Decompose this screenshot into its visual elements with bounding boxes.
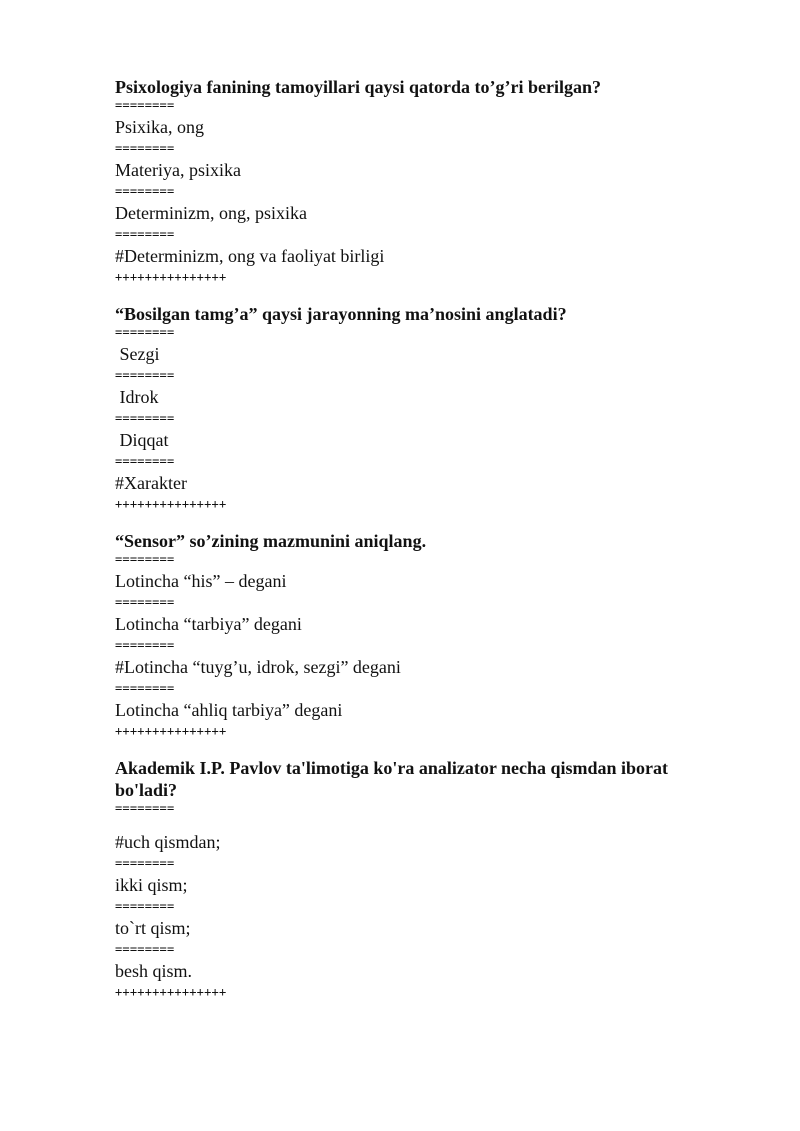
answer-option: Lotincha “his” – degani bbox=[115, 571, 287, 591]
answer-option: Psixika, ong bbox=[115, 117, 205, 137]
separator: ======== bbox=[115, 325, 175, 339]
question-block bbox=[115, 757, 715, 1000]
question-title: Akademik I.P. Pavlov ta'limotiga ko'ra analizator necha qismdan iborat bo'ladi? bbox=[115, 758, 669, 800]
correct-answer-option: #Determinizm, ong va faoliyat birligi bbox=[115, 246, 385, 266]
separator: ======== bbox=[115, 454, 175, 468]
separator: ======== bbox=[115, 98, 175, 112]
question-title: “Bosilgan tamg’a” qaysi jarayonning ma’nosini anglatadi? bbox=[115, 304, 567, 324]
terminator: +++++++++++++++ bbox=[115, 270, 227, 284]
separator: ======== bbox=[115, 552, 175, 566]
document-page bbox=[115, 76, 715, 1018]
question-title: “Sensor” so’zining mazmunini aniqlang. bbox=[115, 531, 427, 551]
answer-option: Lotincha “tarbiya” degani bbox=[115, 614, 302, 634]
question-block bbox=[115, 76, 715, 285]
correct-answer-option: #Xarakter bbox=[115, 473, 187, 493]
separator: ======== bbox=[115, 638, 175, 652]
separator: ======== bbox=[115, 942, 175, 956]
answer-option: Sezgi bbox=[115, 344, 160, 364]
question-title: Psixologiya fanining tamoyillari qaysi qatorda to’g’ri berilgan? bbox=[115, 77, 602, 97]
answer-option: Idrok bbox=[115, 387, 159, 407]
separator: ======== bbox=[115, 856, 175, 870]
blank-line bbox=[115, 816, 715, 828]
correct-answer-option: #uch qismdan; bbox=[115, 832, 221, 852]
answer-option: besh qism. bbox=[115, 961, 193, 981]
question-block bbox=[115, 530, 715, 739]
separator: ======== bbox=[115, 801, 175, 815]
separator: ======== bbox=[115, 141, 175, 155]
terminator: +++++++++++++++ bbox=[115, 497, 227, 511]
separator: ======== bbox=[115, 368, 175, 382]
answer-option: Lotincha “ahliq tarbiya” degani bbox=[115, 700, 343, 720]
separator: ======== bbox=[115, 899, 175, 913]
answer-option: ikki qism; bbox=[115, 875, 188, 895]
separator: ======== bbox=[115, 184, 175, 198]
separator: ======== bbox=[115, 681, 175, 695]
answer-option: Determinizm, ong, psixika bbox=[115, 203, 307, 223]
answer-option: Materiya, psixika bbox=[115, 160, 241, 180]
separator: ======== bbox=[115, 595, 175, 609]
answer-option: to`rt qism; bbox=[115, 918, 191, 938]
question-block bbox=[115, 303, 715, 512]
terminator: +++++++++++++++ bbox=[115, 724, 227, 738]
answer-option: Diqqat bbox=[115, 430, 169, 450]
terminator: +++++++++++++++ bbox=[115, 985, 227, 999]
correct-answer-option: #Lotincha “tuyg’u, idrok, sezgi” degani bbox=[115, 657, 401, 677]
separator: ======== bbox=[115, 411, 175, 425]
separator: ======== bbox=[115, 227, 175, 241]
